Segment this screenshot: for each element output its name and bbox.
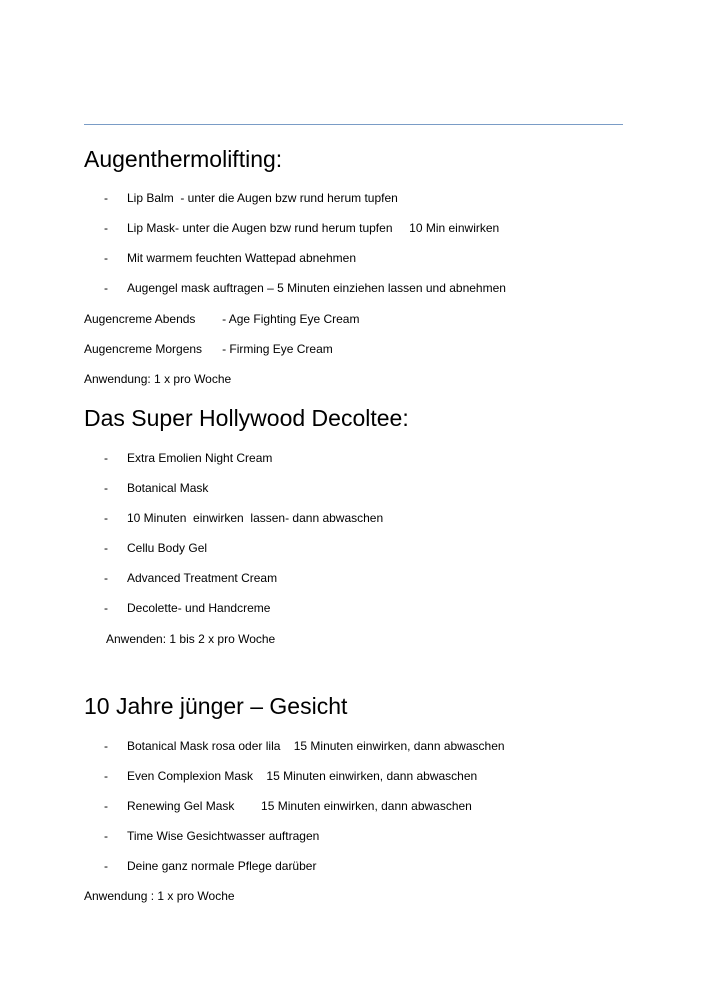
list-item: Lip Balm - unter die Augen bzw rund herum tupfen	[127, 191, 398, 205]
list-item: Cellu Body Gel	[127, 541, 208, 555]
list-bullet: -	[104, 739, 108, 753]
list-item: Deine ganz normale Pflege darüber	[127, 859, 317, 873]
list-bullet: -	[104, 769, 108, 783]
list-bullet: -	[104, 451, 108, 465]
list-item: Lip Mask- unter die Augen bzw rund herum tupfen 10 Min einwirken	[127, 221, 500, 235]
note-text: Augencreme Morgens - Firming Eye Cream	[84, 342, 333, 356]
list-bullet: -	[104, 859, 108, 873]
list-bullet: -	[104, 571, 108, 585]
list-item: Decolette- und Handcreme	[127, 601, 271, 615]
list-item: Extra Emolien Night Cream	[127, 451, 273, 465]
section-title-augenthermolifting: Augenthermolifting:	[84, 146, 283, 172]
note-text: Augencreme Abends - Age Fighting Eye Cream	[84, 312, 360, 326]
list-bullet: -	[104, 191, 108, 205]
list-item: Renewing Gel Mask 15 Minuten einwirken, dann abwaschen	[127, 799, 472, 813]
note-text: Anwenden: 1 bis 2 x pro Woche	[106, 632, 276, 646]
list-bullet: -	[104, 601, 108, 615]
list-bullet: -	[104, 481, 108, 495]
list-bullet: -	[104, 541, 108, 555]
list-item: Even Complexion Mask 15 Minuten einwirken, dann abwaschen	[127, 769, 478, 783]
list-bullet: -	[104, 281, 108, 295]
section-title-gesicht: 10 Jahre jünger – Gesicht	[84, 693, 348, 719]
list-bullet: -	[104, 799, 108, 813]
list-bullet: -	[104, 829, 108, 843]
list-item: Mit warmem feuchten Wattepad abnehmen	[127, 251, 357, 265]
list-bullet: -	[104, 511, 108, 525]
list-bullet: -	[104, 221, 108, 235]
note-text: Anwendung : 1 x pro Woche	[84, 889, 235, 903]
list-item: Time Wise Gesichtwasser auftragen	[127, 829, 320, 843]
list-item: Advanced Treatment Cream	[127, 571, 278, 585]
list-item: Botanical Mask	[127, 481, 209, 495]
header-divider	[84, 124, 623, 125]
list-item: Botanical Mask rosa oder lila 15 Minuten einwirken, dann abwaschen	[127, 739, 505, 753]
list-item: 10 Minuten einwirken lassen- dann abwaschen	[127, 511, 384, 525]
list-bullet: -	[104, 251, 108, 265]
section-title-decoltee: Das Super Hollywood Decoltee:	[84, 405, 409, 431]
list-item: Augengel mask auftragen – 5 Minuten einziehen lassen und abnehmen	[127, 281, 506, 295]
note-text: Anwendung: 1 x pro Woche	[84, 372, 232, 386]
